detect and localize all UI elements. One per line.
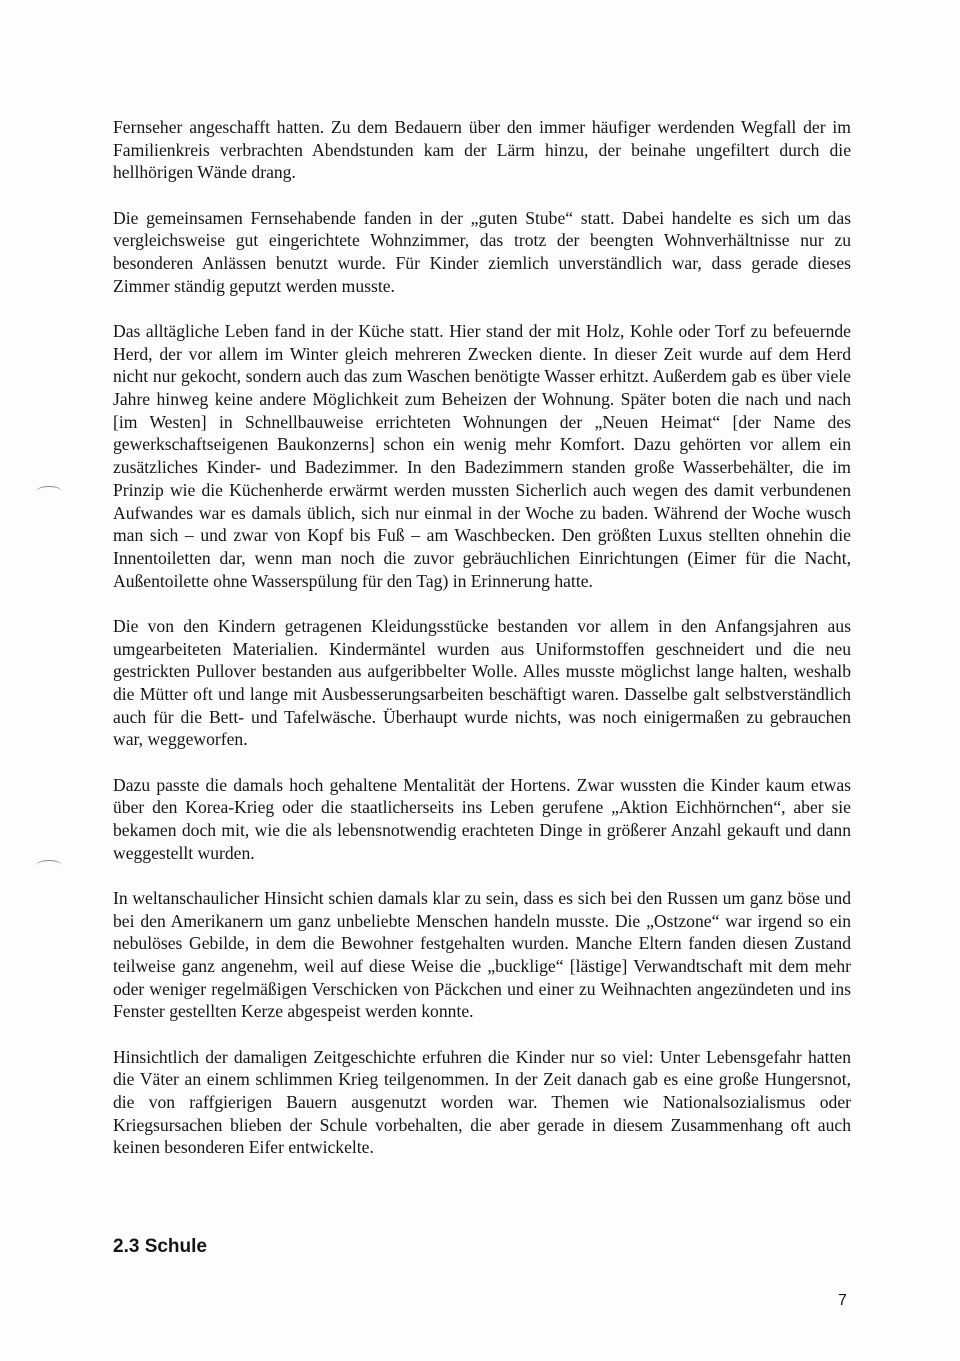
margin-pencil-mark: [36, 486, 62, 497]
paragraph: Die von den Kindern getragenen Kleidungsstücke bestanden vor allem in den Anfangsjahren aus umgearbeiteten Materialien. Kindermäntel wurden aus Uniformstoffen geschneidert und die neu gestrickten Pullover bestanden aus aufgeribbelter Wolle. Alles musste möglichst lange halten, weshalb die Mütter oft und lange mit Ausbesserungsarbeiten beschäftigt waren. Dasselbe galt selbstverständlich auch für die Bett- und Tafelwäsche. Überhaupt wurde nichts, was noch einigermaßen zu gebrauchen war, weggeworfen.: [113, 615, 851, 750]
paragraph: Dazu passte die damals hoch gehaltene Mentalität der Hortens. Zwar wussten die Kinder kaum etwas über den Korea-Krieg oder die staatlicherseits ins Leben gerufene „Aktion Eichhörnchen“, aber sie bekamen doch mit, wie die als lebensnotwendig erachteten Dinge in größerer Anzahl gekauft und dann weggestellt wurden.: [113, 774, 851, 863]
margin-pencil-mark: [36, 860, 62, 871]
page-number: 7: [838, 1292, 847, 1309]
section-heading: 2.3 Schule: [113, 1236, 207, 1257]
paragraph: Das alltägliche Leben fand in der Küche statt. Hier stand der mit Holz, Kohle oder Torf zu befeuernde Herd, der vor allem im Winter gleich mehreren Zwecken diente. In dieser Zeit wurde auf dem Herd nicht nur gekocht, sondern auch das zum Waschen benötigte Wasser erhitzt. Außerdem gab es über viele Jahre hinweg keine andere Möglichkeit zum Beheizen der Wohnung. Später boten die nach und nach [im Westen] in Schnellbauweise errichteten Wohnungen der „Neuen Heimat“ [der Name des gewerkschaftseigenen Baukonzerns] schon ein wenig mehr Komfort. Dazu gehörten vor allem ein zusätzliches Kinder- und Badezimmer. In den Badezimmern standen große Wasserbehälter, die im Prinzip wie die Küchenherde erwärmt werden mussten Sicherlich auch wegen des damit verbundenen Aufwandes war es damals üblich, sich nur einmal in der Woche zu baden. Während der Woche wusch man sich – und zwar von Kopf bis Fuß – am Waschbecken. Den größten Luxus stellten ohnehin die Innentoiletten dar, wenn man noch die zuvor gebräuchlichen Einrichtungen (Eimer für die Nacht, Außentoilette ohne Wasserspülung für den Tag) in Erinnerung hatte.: [113, 320, 851, 591]
paragraph: Hinsichtlich der damaligen Zeitgeschichte erfuhren die Kinder nur so viel: Unter Lebensgefahr hatten die Väter an einem schlimmen Krieg teilgenommen. In der Zeit danach gab es eine große Hungersnot, die von raffgierigen Bauern ausgenutzt worden war. Themen wie Nationalsozialismus oder Kriegsursachen blieben der Schule vorbehalten, die aber gerade in diesem Zusammenhang oft auch keinen besonderen Eifer entwickelte.: [113, 1046, 851, 1158]
paragraph: Fernseher angeschafft hatten. Zu dem Bedauern über den immer häufiger werdenden Wegfall der im Familienkreis verbrachten Abendstunden kam der Lärm hinzu, der beinahe ungefiltert durch die hellhörigen Wände drang.: [113, 117, 851, 183]
body-text: [113, 116, 851, 1182]
paragraph: In weltanschaulicher Hinsicht schien damals klar zu sein, dass es sich bei den Russen um ganz böse und bei den Amerikanern um ganz unbeliebte Menschen handeln musste. Die „Ostzone“ war irgend so ein nebulöses Gebilde, in dem die Bewohner festgehalten wurden. Manche Eltern fanden diesen Zustand teilweise ganz angenehm, weil auf diese Weise die „bucklige“ [lästige] Verwandtschaft mit dem mehr oder weniger regelmäßigen Verschicken von Päckchen und einer zu Weihnachten angezündeten und ins Fenster gestellten Kerze abgespeist werden konnte.: [113, 887, 851, 1022]
paragraph: Die gemeinsamen Fernsehabende fanden in der „guten Stube“ statt. Dabei handelte es sich um das vergleichsweise gut eingerichtete Wohnzimmer, das trotz der beengten Wohnverhältnisse nur zu besonderen Anlässen benutzt wurde. Für Kinder ziemlich unverständlich war, dass gerade dieses Zimmer ständig geputzt werden musste.: [113, 207, 851, 296]
